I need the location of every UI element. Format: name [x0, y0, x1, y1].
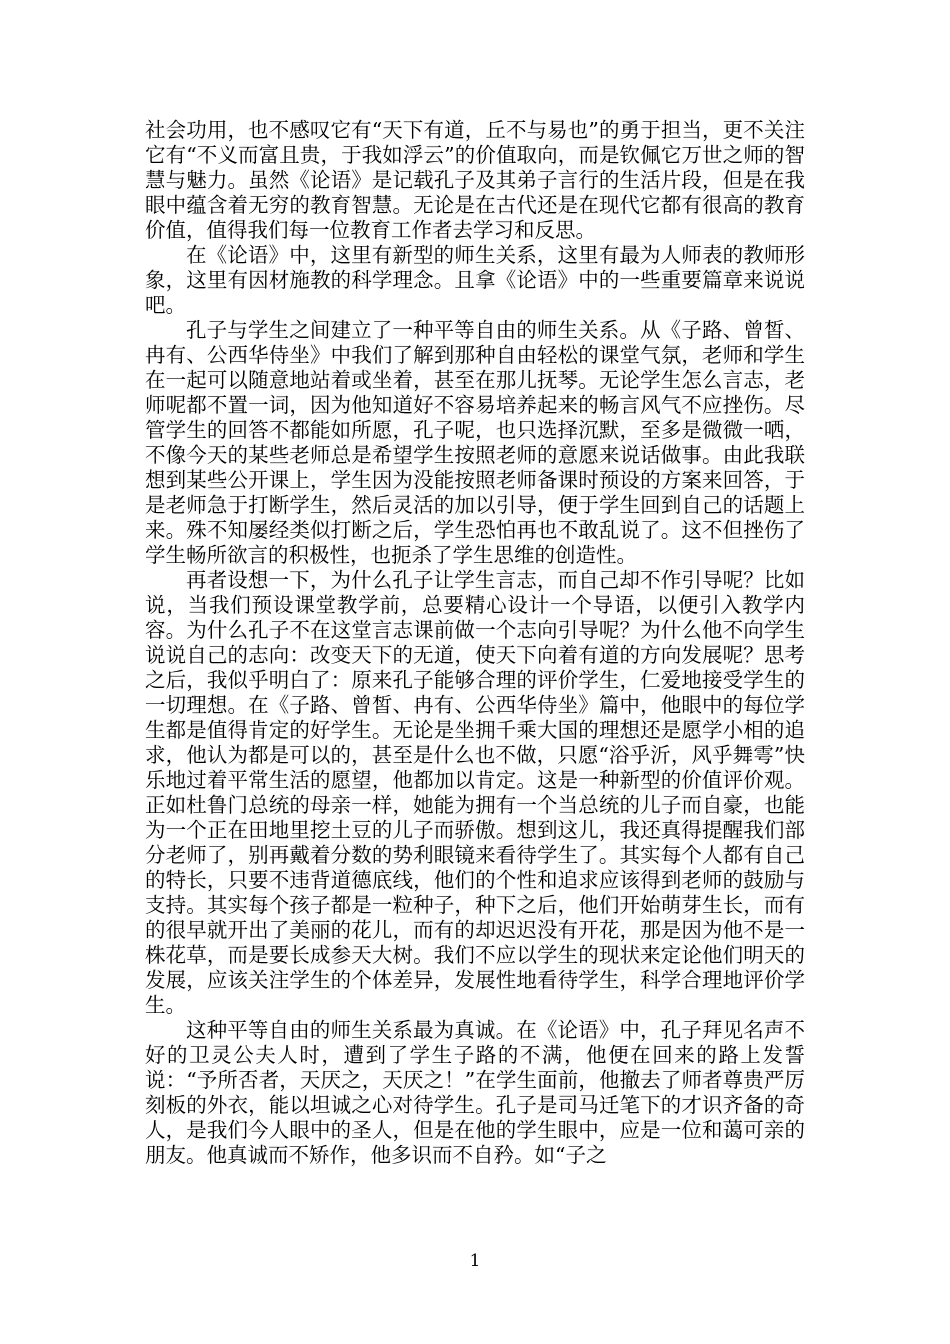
page-number: 1: [469, 1251, 481, 1271]
paragraph-1: 社会功用，也不感叹它有“天下有道，丘不与易也”的勇于担当，更不关注它有“不义而富且贵，于我如浮云”的价值取向，而是钦佩它万世之师的智慧与魅力。虽然《论语》是记载孔子及其弟子言行的生活片段，但是在我眼中蕴含着无穷的教育智慧。无论是在古代还是在现代它都有很高的教育价值，值得我们每一位教育工作者去学习和反思。: [145, 118, 805, 242]
paragraph-4: 再者设想一下，为什么孔子让学生言志，而自己却不作引导呢？比如说，当我们预设课堂教学前，总要精心设计一个导语，以便引入教学内容。为什么孔子不在这堂言志课前做一个志向引导呢？为什么他不向学生说说自己的志向：改变天下的无道，使天下向着有道的方向发展呢？思考之后，我似乎明白了：原来孔子能够合理的评价学生，仁爱地接受学生的一切理想。在《子路、曾皙、冉有、公西华侍坐》篇中，他眼中的每位学生都是值得肯定的好学生。无论是坐拥千乘大国的理想还是愿学小相的追求，他认为都是可以的，甚至是什么也不做，只愿“浴乎沂，风乎舞雩”快乐地过着平常生活的愿望，他都加以肯定。这是一种新型的价值评价观。正如杜鲁门总统的母亲一样，她能为拥有一个当总统的儿子而自豪，也能为一个正在田地里挖土豆的儿子而骄傲。想到这儿，我还真得提醒我们部分老师了，别再戴着分数的势利眼镜来看待学生了。其实每个人都有自己的特长，只要不违背道德底线，他们的个性和追求应该得到老师的鼓励与支持。其实每个孩子都是一粒种子，种下之后，他们开始萌芽生长，而有的很早就开出了美丽的花儿，而有的却迟迟没有开花，那是因为他不是一株花草，而是要长成参天大树。我们不应以学生的现状来定论他们明天的发展，应该关注学生的个体差异，发展性地看待学生，科学合理地评价学生。: [145, 568, 805, 1017]
document-body: [145, 118, 805, 1168]
paragraph-5: 这种平等自由的师生关系最为真诚。在《论语》中，孔子拜见名声不好的卫灵公夫人时，遭到了学生子路的不满，他便在回来的路上发誓说：“予所否者，天厌之，天厌之！”在学生面前，他撤去了师者尊贵严厉刻板的外衣，能以坦诚之心对待学生。孔子是司马迁笔下的才识齐备的奇人，是我们今人眼中的圣人，但是在他的学生眼中，应是一位和蔼可亲的朋友。他真诚而不矫作，他多识而不自矜。如“子之: [145, 1018, 805, 1167]
paragraph-2: 在《论语》中，这里有新型的师生关系，这里有最为人师表的教师形象，这里有因材施教的科学理念。且拿《论语》中的一些重要篇章来说说吧。: [145, 243, 805, 317]
paragraph-3: 孔子与学生之间建立了一种平等自由的师生关系。从《子路、曾皙、冉有、公西华侍坐》中我们了解到那种自由轻松的课堂气氛，老师和学生在一起可以随意地站着或坐着，甚至在那儿抚琴。无论学生怎么言志，老师呢都不置一词，因为他知道好不容易培养起来的畅言风气不应挫伤。尽管学生的回答不都能如所愿，孔子呢，也只选择沉默，至多是微微一哂，不像今天的某些老师总是希望学生按照老师的意愿来说话做事。由此我联想到某些公开课上，学生因为没能按照老师备课时预设的方案来回答，于是老师急于打断学生，然后灵活的加以引导，便于学生回到自己的话题上来。殊不知屡经类似打断之后，学生恐怕再也不敢乱说了。这不但挫伤了学生畅所欲言的积极性，也扼杀了学生思维的创造性。: [145, 318, 805, 567]
